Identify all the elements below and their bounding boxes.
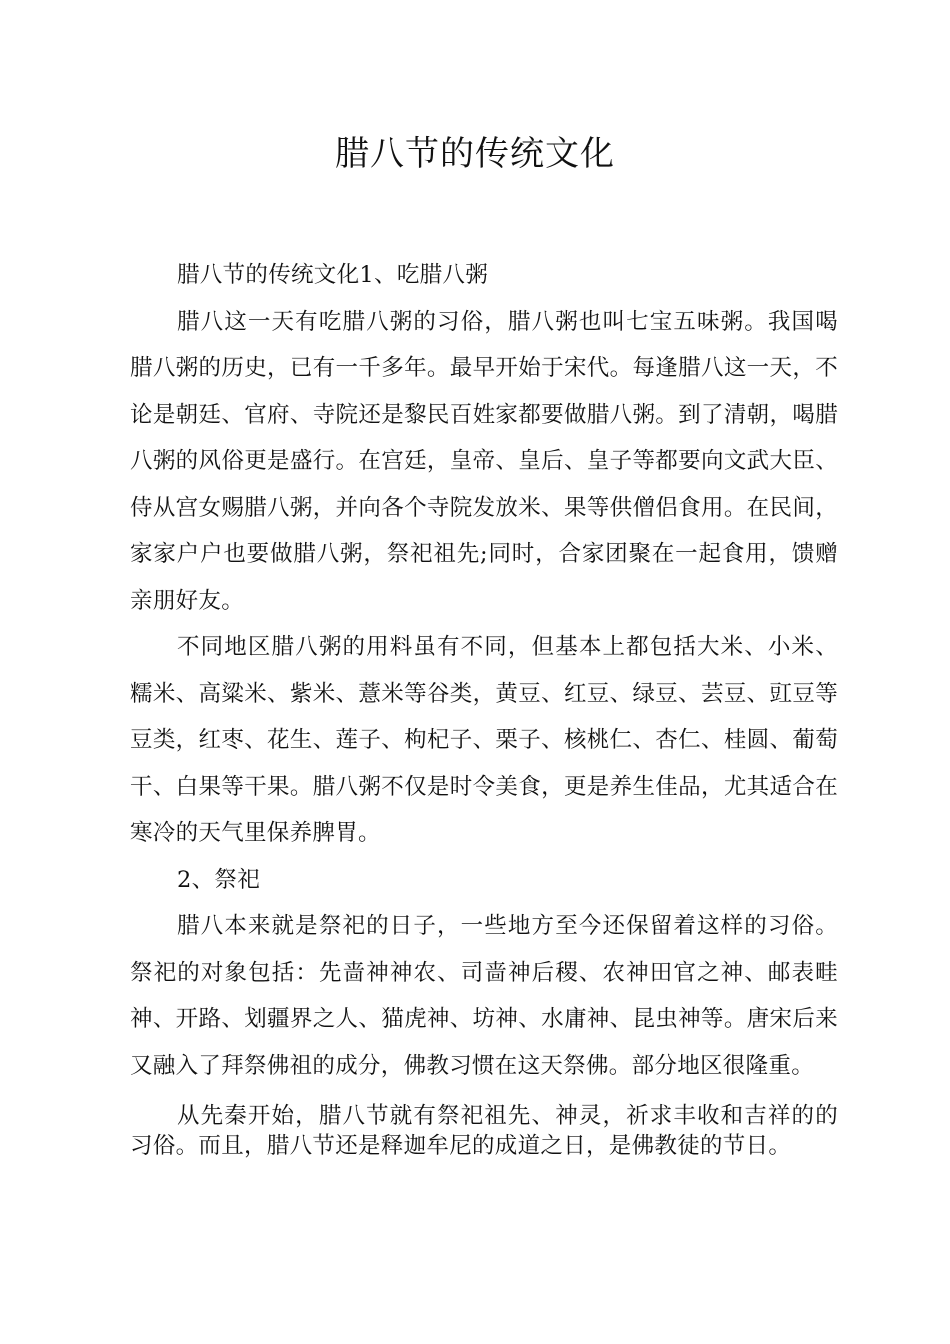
paragraph-sacrifice: 腊八本来就是祭祀的日子，一些地方至今还保留着这样的习俗。祭祀的对象包括：先啬神神农、司啬神后稷、农神田官之神、邮表畦神、开路、划疆界之人、猫虎神、坊神、水庸神、昆虫神等。唐宋后来又融入了拜祭佛祖的成分，佛教习惯在这天祭佛。部分地区很隆重。 bbox=[130, 913, 838, 1079]
section-heading-porridge: 腊八节的传统文化1、吃腊八粥 bbox=[177, 262, 489, 288]
document-body bbox=[130, 252, 838, 1161]
page-title: 腊八节的传统文化 bbox=[335, 134, 615, 174]
paragraph-porridge-history: 腊八这一天有吃腊八粥的习俗，腊八粥也叫七宝五味粥。我国喝腊八粥的历史，已有一千多年。最早开始于宋代。每逢腊八这一天，不论是朝廷、官府、寺院还是黎民百姓家都要做腊八粥。到了清朝，喝腊八粥的风俗更是盛行。在宫廷，皇帝、皇后、皇子等都要向文武大臣、侍从宫女赐腊八粥，并向各个寺院发放米、果等供僧侣食用。在民间，家家户户也要做腊八粥，祭祀祖先;同时，合家团聚在一起食用，馈赠亲朋好友。 bbox=[130, 308, 838, 614]
paragraph-origin: 从先秦开始，腊八节就有祭祀祖先、神灵，祈求丰收和吉祥的的习俗。而且，腊八节还是释迦牟尼的成道之日，是佛教徒的节日。 bbox=[130, 1103, 838, 1159]
paragraph-porridge-ingredients: 不同地区腊八粥的用料虽有不同，但基本上都包括大米、小米、糯米、高粱米、紫米、薏米等谷类，黄豆、红豆、绿豆、芸豆、豇豆等豆类，红枣、花生、莲子、枸杞子、栗子、核桃仁、杏仁、桂圆、葡萄干、白果等干果。腊八粥不仅是时令美食，更是养生佳品，尤其适合在寒冷的天气里保养脾胃。 bbox=[130, 634, 838, 846]
section-heading-sacrifice: 2、祭祀 bbox=[177, 866, 261, 893]
